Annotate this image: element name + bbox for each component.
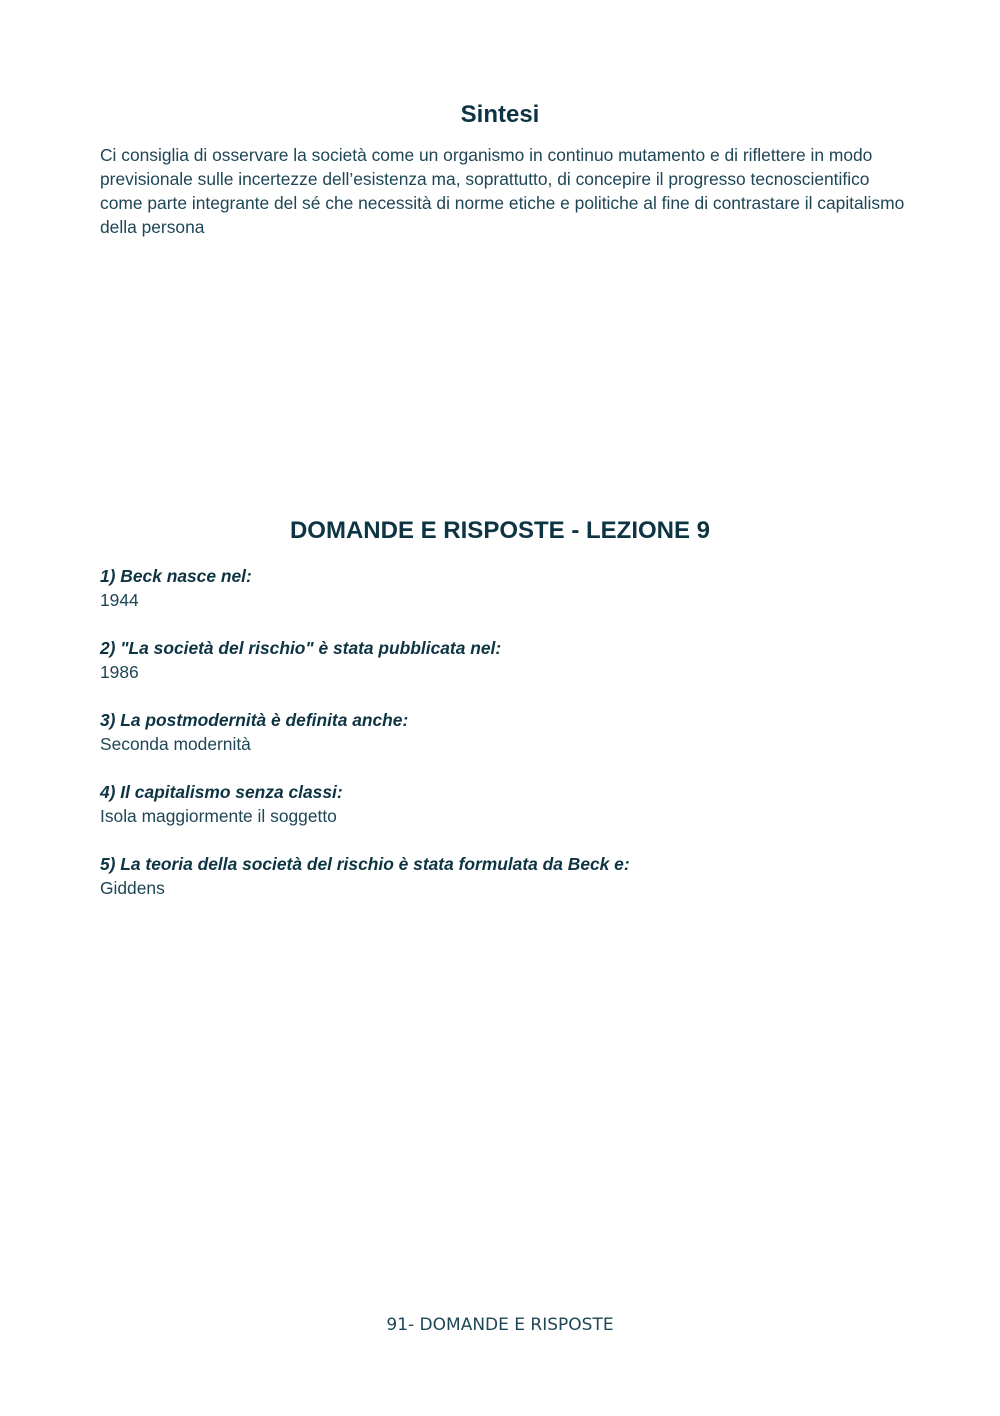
answer-text: 1944 (100, 590, 139, 610)
question-text: 2) "La società del rischio" è stata pubblicata nel: (100, 638, 502, 658)
answer-text: Seconda modernità (100, 734, 251, 754)
qa-item (100, 708, 920, 780)
page-footer: 91- DOMANDE E RISPOSTE (386, 1315, 614, 1335)
question-text: 4) Il capitalismo senza classi: (100, 782, 343, 802)
question-text: 1) Beck nasce nel: (100, 566, 252, 586)
synthesis-title: Sintesi (460, 101, 540, 128)
qa-item (100, 852, 920, 924)
synthesis-paragraph: Ci consiglia di osservare la società come un organismo in continuo mutamento e di riflettere in modo previsionale sulle incertezze dell’esistenza ma, soprattutto, di concepire il progresso tecnoscientifico come parte integrante del sé che necessità di norme etiche e politiche al fine di contrastare il capitalismo della persona (100, 145, 905, 237)
qa-item (100, 636, 920, 708)
qa-section-title: DOMANDE E RISPOSTE - LEZIONE 9 (289, 517, 711, 544)
qa-list (100, 564, 920, 924)
question-text: 3) La postmodernità è definita anche: (100, 710, 409, 730)
question-text: 5) La teoria della società del rischio è stata formulata da Beck e: (100, 854, 630, 874)
answer-text: Isola maggiormente il soggetto (100, 806, 337, 826)
answer-text: Giddens (100, 878, 165, 898)
qa-item (100, 780, 920, 852)
qa-item (100, 564, 920, 636)
answer-text: 1986 (100, 662, 139, 682)
